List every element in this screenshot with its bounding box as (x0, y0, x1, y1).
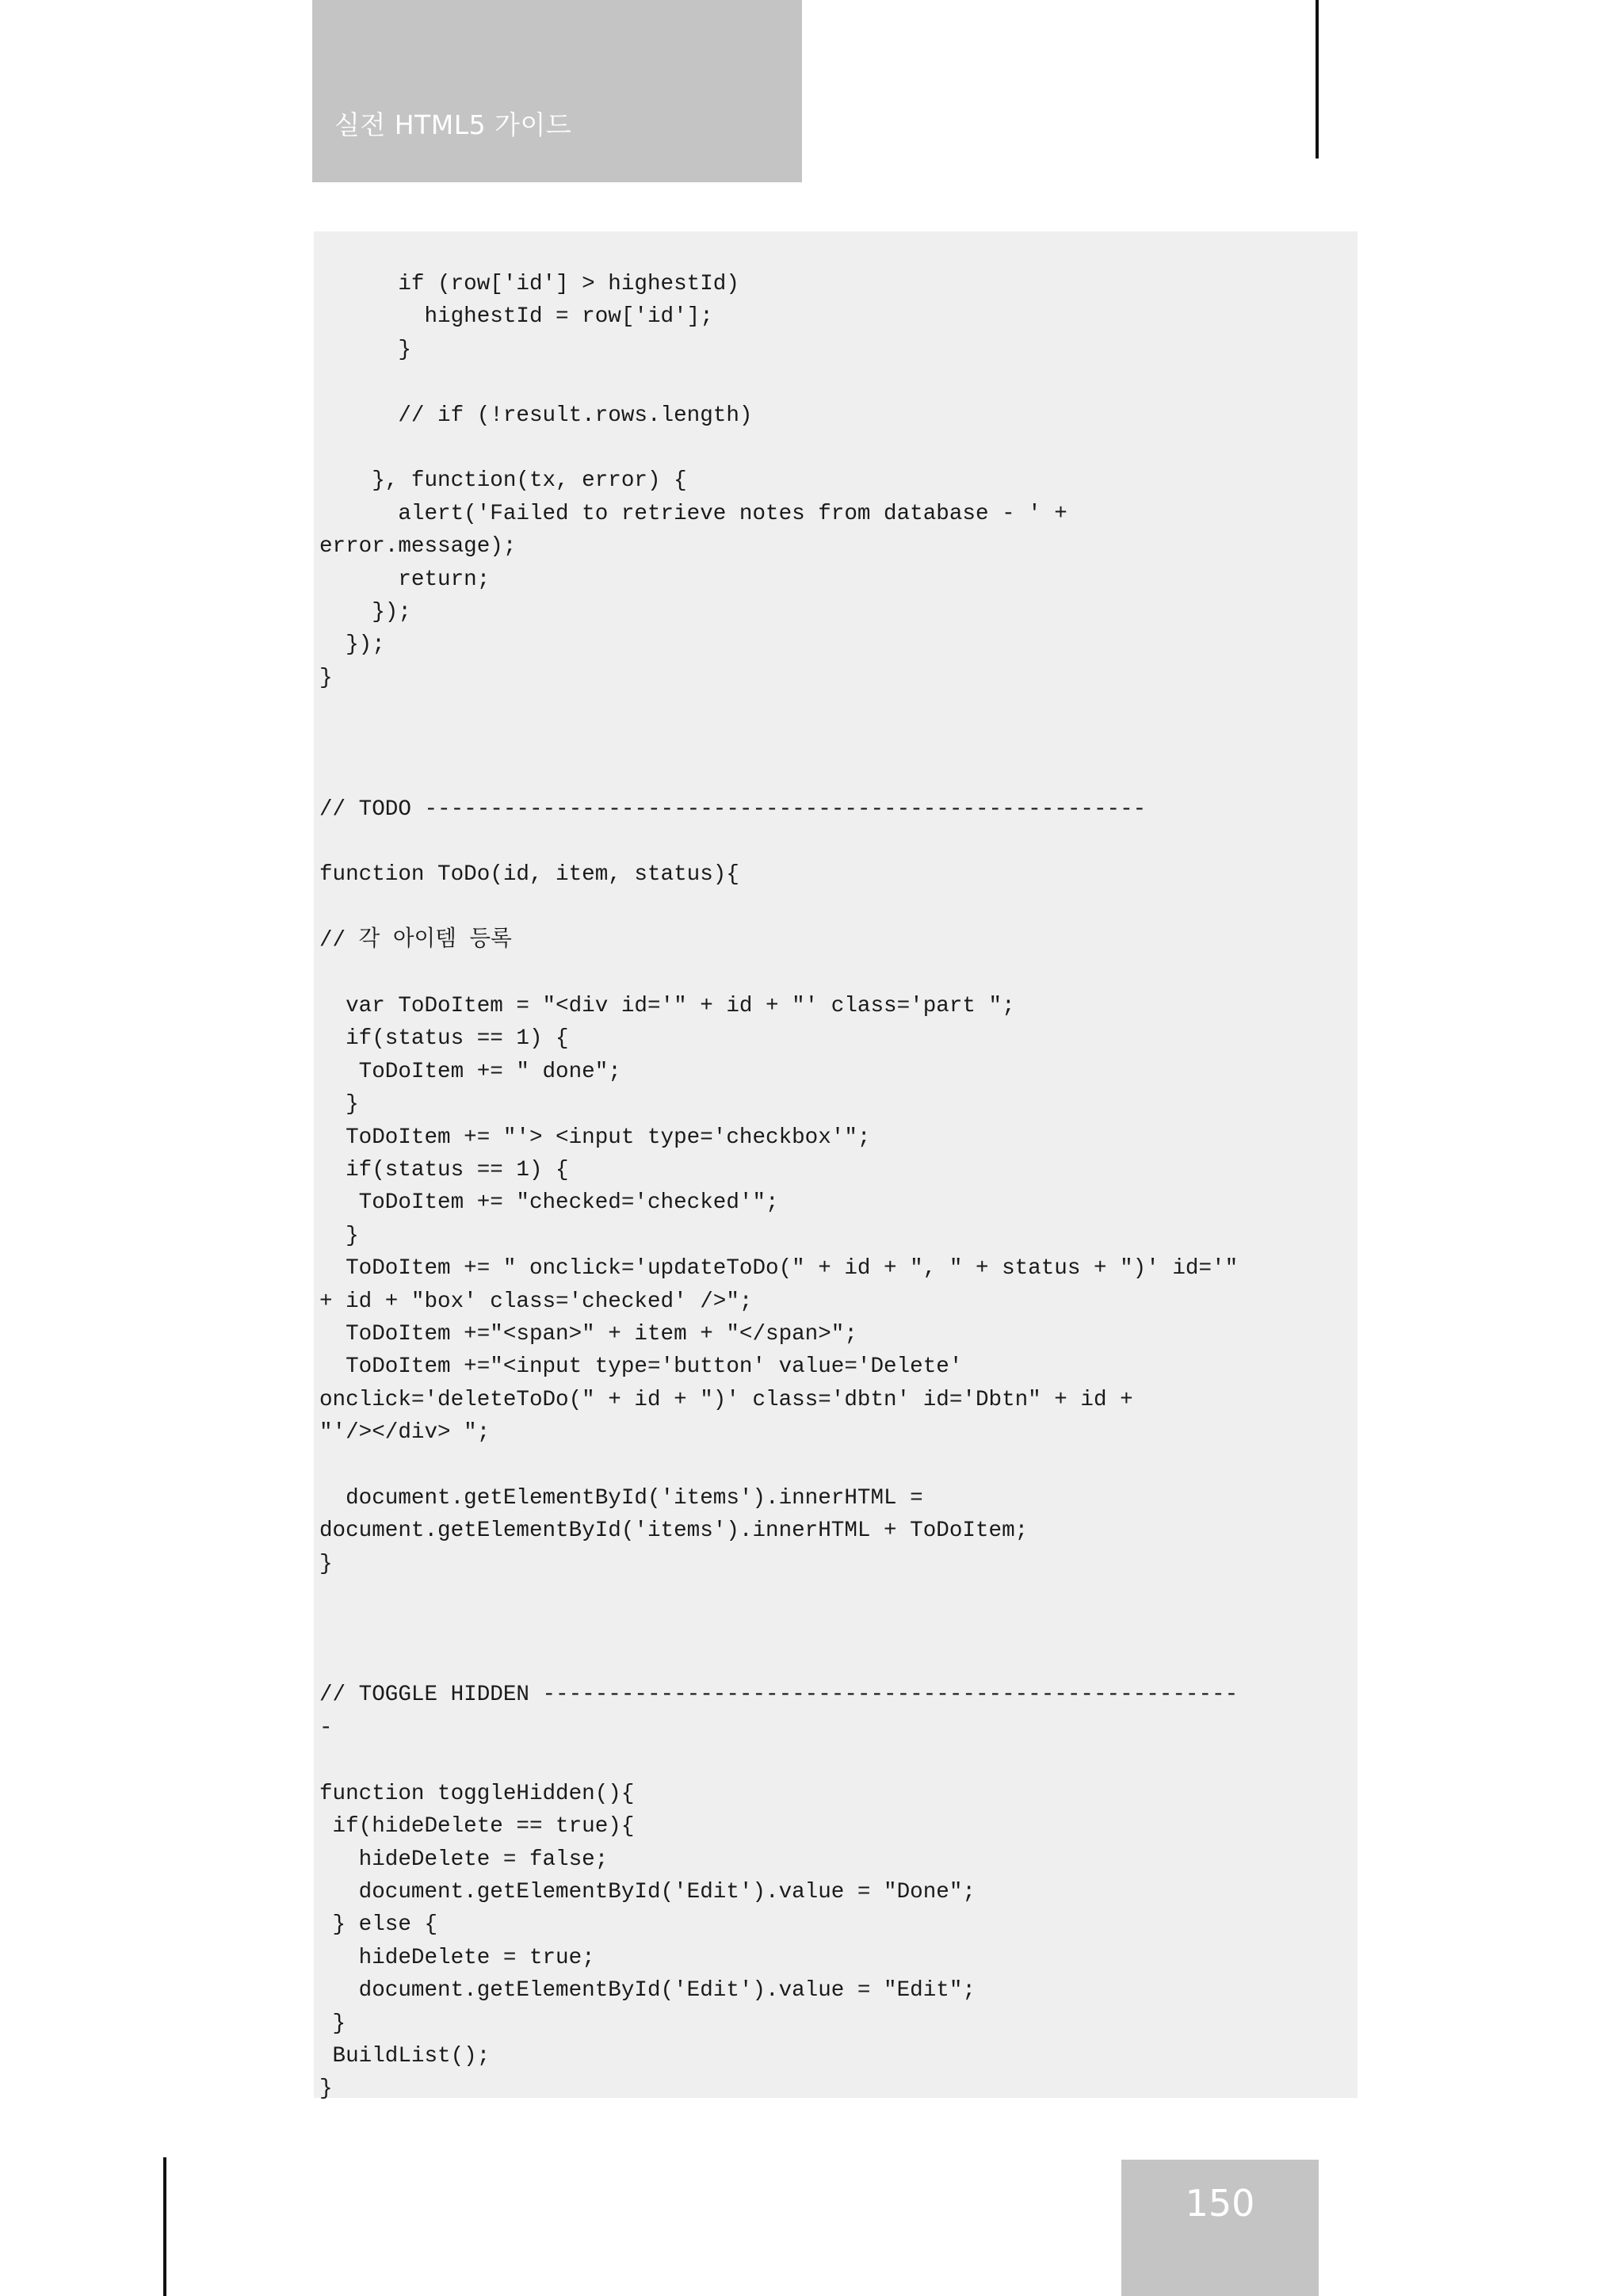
page-number: 150 (1185, 2182, 1255, 2225)
page-number-tab (1121, 2160, 1319, 2296)
bottom-margin-rule (163, 2157, 166, 2296)
code-listing: if (row['id'] > highestId) highestId = row['id']; } // if (!result.rows.length) }, function(tx, error) { alert('Failed to retrieve notes from database - ' + error.message); return; }); }); } // TODO ------------------------------------------------------- function ToDo(id, item, status){ // 각 아이템 등록 var ToDoItem = "<div id='" + id + "' class='part "; if(status == 1) { ToDoItem += " done"; } ToDoItem += "'> <input type='checkbox'"; if(status == 1) { ToDoItem += "checked='checked'"; } ToDoItem += " onclick='updateToDo(" + id + ", " + status + ")' id='" + id + "box' class='checked' />"; ToDoItem +="<span>" + item + "</span>"; ToDoItem +="<input type='button' value='Delete' onclick='deleteToDo(" + id + ")' class='dbtn' id='Dbtn" + id + "'/></div> "; document.getElementById('items').innerHTML = document.getElementById('items').innerHTML + ToDoItem; } // TOGGLE HIDDEN ----------------------------------------------------- - function toggleHidden(){ if(hideDelete == true){ hideDelete = false; document.getElementById('Edit').value = "Done"; } else { hideDelete = true; document.getElementById('Edit').value = "Edit"; } BuildList(); } (319, 272, 1239, 2102)
top-margin-rule (1316, 0, 1319, 159)
book-title: 실전 HTML5 가이드 (334, 109, 572, 140)
chapter-header-tab (312, 0, 802, 182)
code-listing-box (314, 231, 1358, 2102)
